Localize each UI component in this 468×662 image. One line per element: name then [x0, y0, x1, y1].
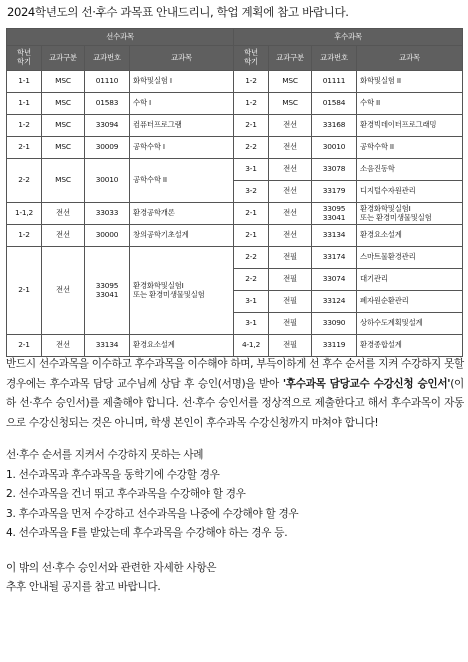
notice-section — [6, 355, 464, 598]
post-code: 33174 — [312, 247, 357, 269]
pre-term: 1-2 — [7, 225, 42, 247]
post-code: 33090 — [312, 313, 357, 335]
post-type: 전선 — [269, 225, 312, 247]
pre-type: 전선 — [42, 225, 85, 247]
table-row — [7, 335, 463, 357]
pre-name: 공학수학 II — [130, 159, 234, 203]
post-code: 33134 — [312, 225, 357, 247]
pre-name: 환경공학개론 — [130, 203, 234, 225]
post-name: 폐자원순환관리 — [357, 291, 463, 313]
post-name: 공학수학 II — [357, 137, 463, 159]
post-type: 전필 — [269, 291, 312, 313]
post-term: 1-2 — [234, 71, 269, 93]
post-name: 디지털수자원관리 — [357, 181, 463, 203]
pre-term: 2-1 — [7, 335, 42, 357]
post-term: 3-1 — [234, 159, 269, 181]
prerequisite-table — [6, 28, 463, 357]
post-term: 3-1 — [234, 291, 269, 313]
notice-text: (이하 선·후수 승인서)를 제출해야 합니다. 선·후수 승인서를 정상적으로 제출한다고 해서 후수과목이 자동으로 수강신청되는 것은 아니며, 학생 본인이 후수과목 수강신청까지 마쳐야 합니다! — [6, 377, 464, 429]
post-code: 01111 — [312, 71, 357, 93]
post-type: 전선 — [269, 203, 312, 225]
col-header-type: 교과구분 — [42, 46, 85, 71]
pre-name: 창의공학기초설계 — [130, 225, 234, 247]
post-name: 상하수도계획및설계 — [357, 313, 463, 335]
pre-name: 컴퓨터프로그램 — [130, 115, 234, 137]
postreq-group-header: 후수과목 — [234, 29, 463, 46]
col-header-code: 교과번호 — [312, 46, 357, 71]
post-term: 2-2 — [234, 137, 269, 159]
pre-code: 30000 — [85, 225, 130, 247]
pre-code: 33134 — [85, 335, 130, 357]
post-type: 전필 — [269, 247, 312, 269]
pre-type: MSC — [42, 93, 85, 115]
pre-code: 01583 — [85, 93, 130, 115]
post-type: 전선 — [269, 115, 312, 137]
pre-name: 환경화학및실험I 또는 환경미생물및실험 — [130, 247, 234, 335]
post-term: 2-2 — [234, 247, 269, 269]
pre-code: 30009 — [85, 137, 130, 159]
post-name: 수학 II — [357, 93, 463, 115]
pre-code: 01110 — [85, 71, 130, 93]
post-term: 2-2 — [234, 269, 269, 291]
pre-type: MSC — [42, 71, 85, 93]
post-code: 33095 33041 — [312, 203, 357, 225]
post-code: 30010 — [312, 137, 357, 159]
pre-name: 화학및실험 I — [130, 71, 234, 93]
post-type: 전필 — [269, 269, 312, 291]
post-name: 환경화학및실험I 또는 환경미생물및실험 — [357, 203, 463, 225]
notice-text: 반드시 선수과목을 이수하고 후수과목을 이수해야 하며, 부득이하게 선 후수 순서를 지켜 수강하지 못할 경우에는 후수과목 담당 교수님께 상담 후 승인(서명)을 받아 — [6, 358, 464, 390]
post-type: 전선 — [269, 159, 312, 181]
post-term: 2-1 — [234, 115, 269, 137]
table-row — [7, 93, 463, 115]
pre-type: 전선 — [42, 203, 85, 225]
col-header-term: 학년 학기 — [7, 46, 42, 71]
post-code: 33124 — [312, 291, 357, 313]
pre-term: 1-1 — [7, 71, 42, 93]
pre-code: 33033 — [85, 203, 130, 225]
document-title: 2024학년도의 선·후수 과목표 안내드리니, 학업 계획에 참고 바랍니다. — [7, 5, 349, 19]
table-row — [7, 225, 463, 247]
closing-line: 이 밖의 선·후수 승인서와 관련한 자세한 사항은 — [6, 561, 217, 574]
pre-term: 1-2 — [7, 115, 42, 137]
post-term: 3-2 — [234, 181, 269, 203]
pre-term: 1-1,2 — [7, 203, 42, 225]
post-name: 환경빅데이터프로그래밍 — [357, 115, 463, 137]
post-type: 전필 — [269, 335, 312, 357]
table-row — [7, 115, 463, 137]
table-row — [7, 137, 463, 159]
approval-form-name: '후수과목 담당교수 수강신청 승인서' — [282, 377, 451, 390]
pre-term: 2-1 — [7, 247, 42, 335]
pre-name: 환경요소설계 — [130, 335, 234, 357]
col-header-term: 학년 학기 — [234, 46, 269, 71]
post-name: 소음진동학 — [357, 159, 463, 181]
table-row — [7, 159, 463, 181]
case-item: 2. 선수과목을 건너 뛰고 후수과목을 수강해야 할 경우 — [6, 488, 246, 501]
prereq-group-header: 선수과목 — [7, 29, 234, 46]
pre-term: 2-2 — [7, 159, 42, 203]
post-code: 01584 — [312, 93, 357, 115]
post-code: 33179 — [312, 181, 357, 203]
col-header-name: 교과목 — [357, 46, 463, 71]
col-header-code: 교과번호 — [85, 46, 130, 71]
pre-term: 1-1 — [7, 93, 42, 115]
post-type: MSC — [269, 71, 312, 93]
case-item: 4. 선수과목을 F를 받았는데 후수과목을 수강해야 하는 경우 등. — [6, 527, 288, 540]
post-code: 33119 — [312, 335, 357, 357]
col-header-type: 교과구분 — [269, 46, 312, 71]
table-row — [7, 71, 463, 93]
post-type: 전필 — [269, 313, 312, 335]
pre-code: 30010 — [85, 159, 130, 203]
post-code: 33074 — [312, 269, 357, 291]
post-code: 33168 — [312, 115, 357, 137]
pre-type: 전선 — [42, 247, 85, 335]
post-term: 4-1,2 — [234, 335, 269, 357]
post-code: 33078 — [312, 159, 357, 181]
post-term: 3-1 — [234, 313, 269, 335]
notice-paragraph — [6, 355, 464, 433]
post-type: 전선 — [269, 181, 312, 203]
closing-note — [6, 559, 464, 598]
closing-line: 추후 안내될 공지를 참고 바랍니다. — [6, 581, 161, 594]
table-row — [7, 247, 463, 269]
case-item: 3. 후수과목을 먼저 수강하고 선수과목을 나중에 수강해야 할 경우 — [6, 507, 299, 520]
case-item: 1. 선수과목과 후수과목을 동학기에 수강할 경우 — [6, 468, 220, 481]
pre-type: MSC — [42, 137, 85, 159]
pre-code: 33094 — [85, 115, 130, 137]
pre-name: 수학 I — [130, 93, 234, 115]
pre-code: 33095 33041 — [85, 247, 130, 335]
post-term: 1-2 — [234, 93, 269, 115]
post-name: 환경종합설계 — [357, 335, 463, 357]
pre-type: 전선 — [42, 335, 85, 357]
pre-name: 공학수학 I — [130, 137, 234, 159]
post-name: 환경요소설계 — [357, 225, 463, 247]
post-name: 대기관리 — [357, 269, 463, 291]
post-type: 전선 — [269, 137, 312, 159]
pre-type: MSC — [42, 159, 85, 203]
pre-term: 2-1 — [7, 137, 42, 159]
post-name: 화학및실험 II — [357, 71, 463, 93]
table-row — [7, 203, 463, 225]
post-term: 2-1 — [234, 225, 269, 247]
post-name: 스마트물환경관리 — [357, 247, 463, 269]
post-type: MSC — [269, 93, 312, 115]
cases-title: 선·후수 순서를 지켜서 수강하지 못하는 사례 — [6, 449, 204, 462]
post-term: 2-1 — [234, 203, 269, 225]
pre-type: MSC — [42, 115, 85, 137]
cases-list — [6, 446, 464, 544]
col-header-name: 교과목 — [130, 46, 234, 71]
